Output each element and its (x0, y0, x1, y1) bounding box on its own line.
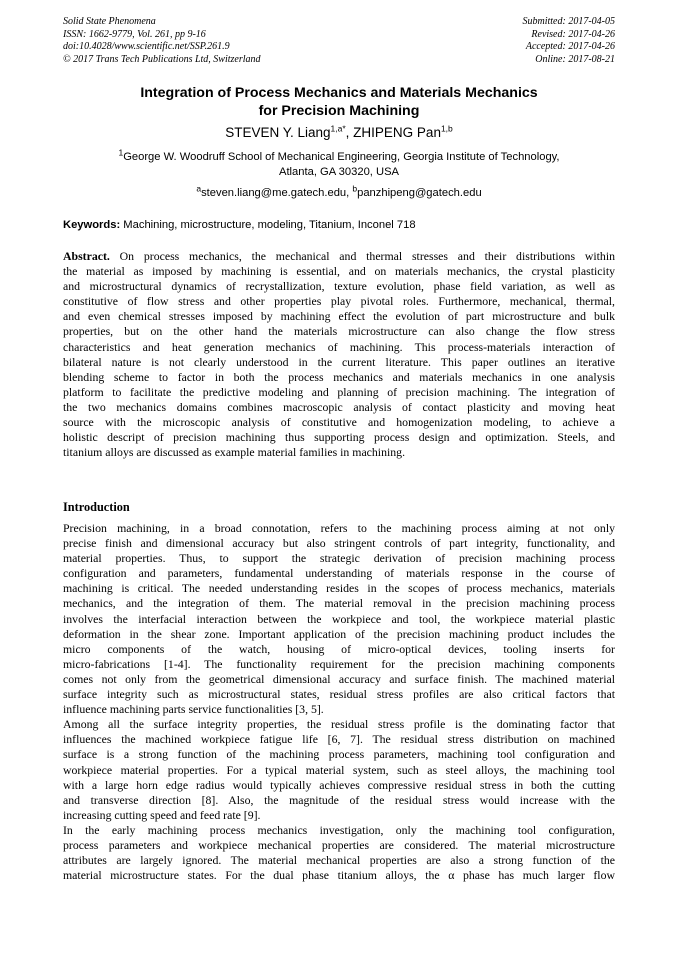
affiliation (63, 147, 615, 180)
author-separator: , (345, 125, 354, 140)
affiliation-line-2: Atlanta, GA 30320, USA (278, 166, 400, 178)
author-list (63, 124, 615, 142)
abstract-line: holistic descript of precision machining thus supporting process design and optimization. Steels, and (63, 430, 615, 445)
abstract-line: platform to facilitate the predictive modeling and planning of precision machining. The integration of (63, 384, 615, 399)
paragraph-line: material microstructure states. For the dual phase titanium alloys, the α phase has much larger flow (63, 868, 615, 883)
paragraph-line: configuration and parameters, fundamental understanding of materials response in the course of (63, 566, 615, 581)
abstract-line (63, 249, 615, 264)
journal-name: Solid State Phenomena (63, 16, 156, 27)
paragraph-line: Precision machining, in a broad connotation, refers to the machining process aiming at not only (63, 521, 615, 535)
journal-info (63, 16, 261, 66)
journal-issn: ISSN: 1662-9779, Vol. 261, pp 9-16 (63, 28, 206, 40)
email-a-marker: a (196, 183, 202, 194)
paragraph-line: machining is critical. The needed understanding resides in the scopes of process mechanics, materials (63, 581, 615, 596)
paragraph-line: process parameters and workpiece mechanical properties are considered. The material microstructure (63, 837, 615, 852)
author-2-marker: 1,b (440, 123, 453, 134)
abstract-label: Abstract. (63, 249, 110, 263)
abstract-line: properties, but on the other hand the materials microstructure can also change the flow stress (63, 324, 615, 339)
affiliation-line-1 (63, 147, 615, 165)
keywords-label: Keywords: (63, 219, 121, 231)
paragraph-line: surface integrity such as microstructural states, residual stress profiles are also critical factors that (63, 687, 615, 702)
paragraph-line: and transverse direction [8]. Also, the magnitude of the residual stress would increase with the (63, 792, 615, 807)
abstract-line: titanium alloys are discussed as example material families in machining. (63, 445, 406, 460)
abstract-line: the two mechanics domains combines macroscopic analysis of contact plasticity and moving heat (63, 399, 615, 414)
paragraph-line: material properties. Thus, to support the strategic derivation of precision machining process (63, 551, 615, 566)
email-separator: , (346, 187, 353, 199)
title-line-1: Integration of Process Mechanics and Materials Mechanics (140, 85, 538, 101)
introduction-body (63, 521, 615, 883)
affiliation-text-1: George W. Woodruff School of Mechanical Engineering, Georgia Institute of Technology, (123, 151, 560, 163)
abstract-line: bilateral nature is not clearly understood in the current literature. This paper outlines an iterative (63, 354, 615, 369)
abstract-line: blending scheme to factor in both the process mechanics and materials mechanics in one analysis (63, 369, 615, 384)
abstract-first-text: On process mechanics, the mechanical and thermal stresses and their distributions within (109, 249, 615, 263)
paragraph-line: comes not only from the geometrical dimensional accuracy and surface finish. The machined material (63, 671, 615, 686)
date-submitted: Submitted: 2017-04-05 (522, 16, 615, 27)
paragraph-line: mechanics, and the integration of them. The material removal in the precision machining process (63, 596, 615, 611)
date-online: Online: 2017-08-21 (535, 53, 615, 65)
paragraph-line: influences the machined workpiece fatigue life [6, 7]. The residual stress distribution on machined (63, 732, 615, 747)
paragraph-line: micro components of the watch, housing of micro-optical devices, tooling inserts for (63, 641, 615, 656)
submission-dates (523, 16, 616, 66)
paragraph-line: attributes are largely ignored. The material mechanical properties are also a strong function of the (63, 853, 615, 868)
paragraph-line: micro-fabrications [1-4]. The functionality requirement for the precision machining components (63, 656, 615, 671)
paragraph-line: surface is a strong function of the machining process parameters, machining tool configuration and (63, 747, 615, 762)
paragraph-line: precise finish and dimensional accuracy but also stringent controls of part integrity, functionality, and (63, 536, 615, 551)
email-b-marker: b (352, 183, 358, 194)
keywords (63, 218, 615, 233)
date-revised: Revised: 2017-04-26 (531, 28, 615, 40)
paragraph-line: with a large horn edge radius would typically achieves compressive residual stress in both the cutting (63, 777, 615, 792)
paragraph-line: increasing cutting speed and feed rate [9]. (63, 807, 261, 822)
email-b[interactable]: panzhipeng@gatech.edu (357, 187, 482, 199)
abstract-line: the material as imposed by machining is essential, and on materials mechanics, the crystal plasticity (63, 264, 615, 279)
title-line-2: for Precision Machining (258, 103, 420, 119)
journal-doi: doi:10.4028/www.scientific.net/SSP.261.9 (63, 41, 230, 52)
author-emails (63, 183, 615, 201)
date-accepted: Accepted: 2017-04-26 (525, 41, 615, 52)
journal-copyright: © 2017 Trans Tech Publications Ltd, Switzerland (63, 53, 261, 65)
paragraph-line: In the early machining process mechanics investigation, only the machining tool configuration, (63, 822, 615, 837)
paragraph-line: deformation in the shear zone. Important application of the precision machining product includes the (63, 626, 615, 641)
abstract-line: constitutive of flow stress and other properties play pivotal roles. Furthermore, mechanical, thermal, (63, 294, 615, 309)
abstract-line: and microstructural dynamics of recrystallization, texture evolution, phase field variation, as well as (63, 279, 615, 294)
author-1-marker: 1,a* (330, 123, 346, 134)
author-1: STEVEN Y. Liang (225, 125, 331, 140)
email-a[interactable]: steven.liang@me.gatech.edu (201, 187, 347, 199)
abstract-line: source with the microscopic analysis of constitutive and homogenization modeling, to achieve a (63, 415, 615, 430)
paragraph-line: influence machining parts service functionalities [3, 5]. (63, 702, 324, 717)
section-heading-introduction: Introduction (63, 500, 130, 514)
abstract (63, 249, 615, 460)
keywords-text: Machining, microstructure, modeling, Titanium, Inconel 718 (120, 219, 416, 231)
abstract-line: characteristics and heat generation mechanics of machining. This process-materials interaction of (63, 339, 615, 354)
author-2: ZHIPENG Pan (353, 125, 441, 140)
abstract-line: and even chemical stresses imposed by machining effect the evolution of part microstructure and bulk (63, 309, 615, 324)
paper-title (63, 84, 615, 120)
paragraph-line: involves the interfacial interaction between the workpiece and tool, the workpiece material plastic (63, 611, 615, 626)
paragraph-line: workpiece material properties. For a typical material system, such as steel alloys, the machining tool (63, 762, 615, 777)
affiliation-marker: 1 (118, 147, 124, 158)
paragraph-line: Among all the surface integrity properties, the residual stress profile is the dominating factor that (63, 717, 615, 732)
